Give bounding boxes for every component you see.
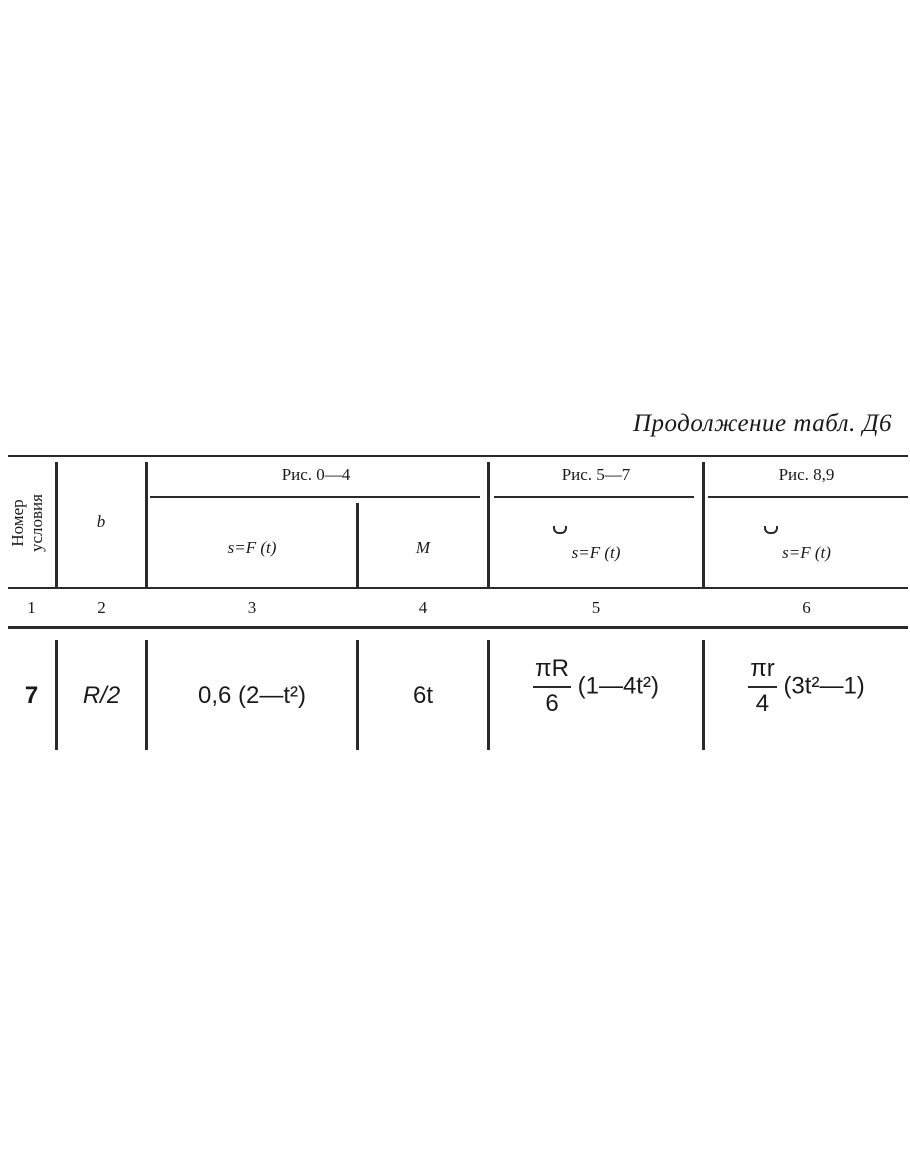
cell-condition-number: 7 [24, 682, 39, 709]
header-s-8-9: s=F (t) [782, 543, 831, 562]
header-condition-number: Номер условия [8, 494, 46, 552]
header-group-5-7: Рис. 5—7 [561, 465, 631, 484]
fraction-5-7-denominator: 6 [545, 690, 559, 717]
header-s-5-7: s=F (t) [571, 543, 621, 562]
column-number-6: 6 [802, 598, 811, 617]
column-number-3: 3 [247, 598, 257, 617]
header-m: M [415, 538, 431, 557]
column-number-5: 5 [591, 598, 601, 617]
header-group-8-9: Рис. 8,9 [778, 465, 835, 484]
column-number-4: 4 [418, 598, 428, 617]
cell-s-0-4: 0,6 (2—t²) [197, 682, 307, 709]
cell-m: 6t [412, 682, 433, 709]
fraction-8-9 [748, 655, 777, 718]
fraction-5-7-numerator: πR [533, 655, 571, 688]
group-rule-8-9 [708, 496, 908, 498]
arc-accent-5-7 [553, 526, 567, 534]
arc-accent-8-9 [764, 526, 778, 534]
header-bottom-rule [8, 587, 908, 589]
fraction-8-9-denominator: 4 [755, 690, 770, 717]
header-s-0-4: s=F (t) [227, 538, 277, 557]
column-number-1: 1 [27, 598, 36, 617]
column-number-2: 2 [97, 598, 106, 617]
group-rule-0-4 [150, 496, 480, 498]
cell-s-5-7 [490, 655, 702, 718]
header-group-0-4: Рис. 0—4 [281, 465, 351, 484]
fraction-8-9-numerator: πr [748, 655, 777, 688]
cell-s-8-9 [705, 655, 908, 718]
fraction-5-7 [533, 655, 571, 718]
factor-5-7: (1—4t²) [577, 672, 659, 700]
numbers-bottom-rule [8, 626, 908, 629]
group-rule-5-7 [494, 496, 694, 498]
cell-b: R/2 [82, 682, 121, 709]
caption: Продолжение табл. Д6 [632, 410, 892, 437]
header-b: b [96, 512, 106, 531]
table-top-rule [8, 455, 908, 457]
factor-8-9: (3t²—1) [783, 672, 865, 700]
